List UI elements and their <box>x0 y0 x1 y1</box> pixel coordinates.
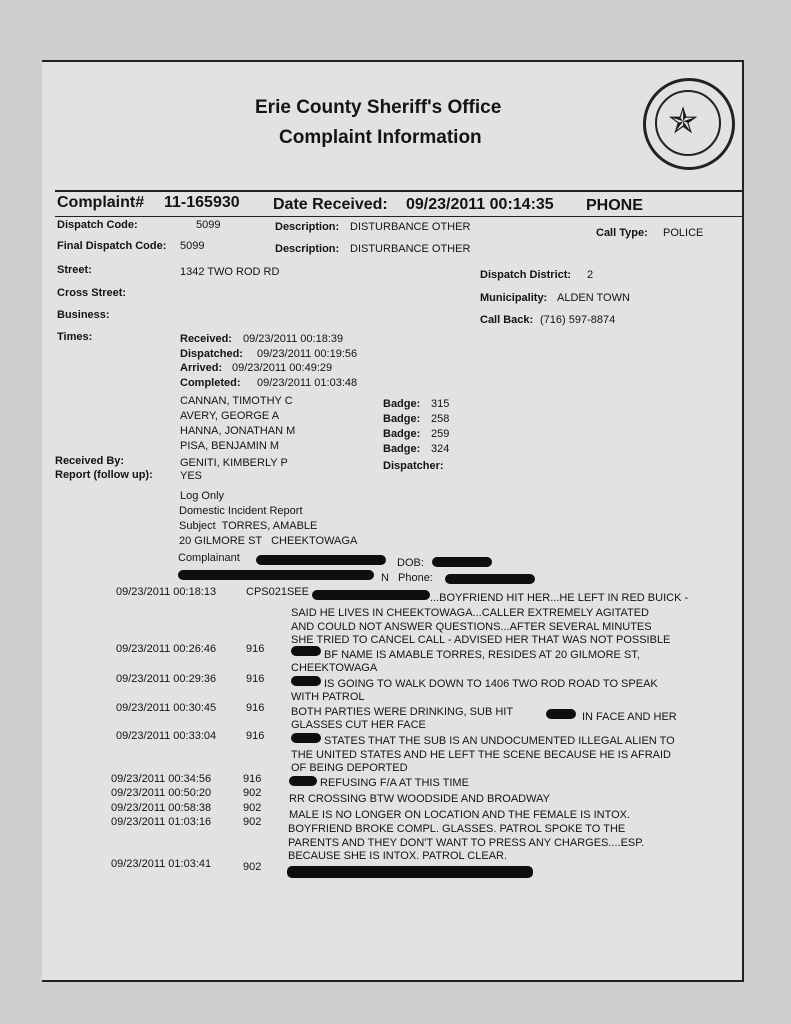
call-back-label: Call Back: <box>480 314 534 326</box>
redaction-bar <box>445 574 535 584</box>
street: 1342 TWO ROD RD <box>180 266 280 278</box>
log-text-line: BF NAME IS AMABLE TORRES, RESIDES AT 20 GILMORE ST, <box>324 649 640 661</box>
log-only-note: Log Only <box>180 490 225 502</box>
complaint-number: 11-165930 <box>164 194 240 211</box>
badge-number: 324 <box>431 443 450 455</box>
final-dispatch-code: 5099 <box>180 240 205 252</box>
officer-name: CANNAN, TIMOTHY C <box>180 395 293 407</box>
business-label: Business: <box>57 309 110 321</box>
log-time: 09/23/2011 00:26:46 <box>116 643 217 655</box>
log-text-line: REFUSING F/A AT THIS TIME <box>320 777 469 789</box>
page-title: Erie County Sheriff's Office <box>255 97 502 118</box>
description-label: Description: <box>275 221 340 233</box>
redaction-bar <box>432 557 492 567</box>
log-text-line: THE UNITED STATES AND HE LEFT THE SCENE BECAUSE HE IS AFRAID <box>291 749 671 761</box>
log-text-line: CHEEKTOWAGA <box>291 662 378 674</box>
dispatcher-label: Dispatcher: <box>383 460 444 472</box>
dispatched-label: Dispatched: <box>180 348 243 360</box>
log-time: 09/23/2011 01:03:16 <box>111 816 212 828</box>
redaction-bar <box>291 676 321 686</box>
redaction-bar <box>287 866 533 878</box>
call-back: (716) 597-8874 <box>540 314 616 326</box>
log-text-line: OF BEING DEPORTED <box>291 762 408 774</box>
completed-time: 09/23/2011 01:03:48 <box>257 377 358 389</box>
subject-address: 20 GILMORE ST CHEEKTOWAGA <box>179 535 358 547</box>
log-text-line: BECAUSE SHE IS INTOX. PATROL CLEAR. <box>288 850 508 862</box>
log-time: 09/23/2011 00:34:56 <box>111 773 212 785</box>
completed-label: Completed: <box>180 377 241 389</box>
badge-number: 259 <box>431 428 450 440</box>
log-text-line: BOYFRIEND BROKE COMPL. GLASSES. PATROL SPOKE TO THE <box>288 823 626 835</box>
redaction-bar <box>289 776 317 786</box>
times-label: Times: <box>57 331 93 343</box>
redaction-bar <box>546 709 576 719</box>
dob-label: DOB: <box>397 557 424 569</box>
log-unit: 916 <box>246 643 265 655</box>
badge-number: 258 <box>431 413 450 425</box>
received-by-label: Received By: <box>55 455 125 467</box>
final-description-label: Description: <box>275 243 340 255</box>
complaint-divider <box>55 216 742 217</box>
arrived-label: Arrived: <box>180 362 223 374</box>
dispatch-district-label: Dispatch District: <box>480 269 572 281</box>
log-text-line: GLASSES CUT HER FACE <box>291 719 426 731</box>
log-unit: 916 <box>246 702 265 714</box>
date-received-value: 09/23/2011 00:14:35 <box>406 196 554 213</box>
redaction-bar <box>291 733 321 743</box>
final-description: DISTURBANCE OTHER <box>350 243 471 255</box>
badge-number: 315 <box>431 398 450 410</box>
log-unit: CPS021SEE <box>246 586 309 598</box>
log-unit: 916 <box>246 673 265 685</box>
officer-name: PISA, BENJAMIN M <box>180 440 280 452</box>
log-unit: 902 <box>243 861 262 873</box>
domestic-incident-note: Domestic Incident Report <box>179 505 303 517</box>
log-text-line: WITH PATROL <box>291 691 365 703</box>
complainant-label: Complainant <box>178 552 240 564</box>
log-time: 09/23/2011 01:03:41 <box>111 858 212 870</box>
sheriff-seal-icon <box>643 78 735 170</box>
cross-street-label: Cross Street: <box>57 287 127 299</box>
log-text-line: BOTH PARTIES WERE DRINKING, SUB HIT <box>291 706 514 718</box>
dispatch-code-label: Dispatch Code: <box>57 219 138 231</box>
complaint-source: PHONE <box>586 197 643 214</box>
officer-name: AVERY, GEORGE A <box>180 410 280 422</box>
description: DISTURBANCE OTHER <box>350 221 471 233</box>
log-unit: 902 <box>243 802 262 814</box>
badge-label: Badge: <box>383 398 421 410</box>
log-text-line: IS GOING TO WALK DOWN TO 1406 TWO ROD ROAD TO SPEAK <box>324 678 658 690</box>
badge-label: Badge: <box>383 443 421 455</box>
report-follow-up-value: YES <box>180 470 203 482</box>
redaction-bar <box>178 570 374 580</box>
municipality: ALDEN TOWN <box>557 292 630 304</box>
officer-name: HANNA, JONATHAN M <box>180 425 296 437</box>
log-unit: 902 <box>243 816 262 828</box>
star-icon: ✯ <box>668 100 699 141</box>
log-time: 09/23/2011 00:33:04 <box>116 730 217 742</box>
final-dispatch-code-label: Final Dispatch Code: <box>57 240 167 252</box>
address-tail-letter: N <box>381 572 389 584</box>
log-text-line: MALE IS NO LONGER ON LOCATION AND THE FEMALE IS INTOX. <box>289 809 631 821</box>
log-text-line: PARENTS AND THEY DON'T WANT TO PRESS ANY CHARGES....ESP. <box>288 837 645 849</box>
complaint-number-label: Complaint# <box>57 194 145 211</box>
dispatched-time: 09/23/2011 00:19:56 <box>257 348 358 360</box>
log-text-line: STATES THAT THE SUB IS AN UNDOCUMENTED ILLEGAL ALIEN TO <box>324 735 675 747</box>
phone-label: Phone: <box>398 572 433 584</box>
arrived-time: 09/23/2011 00:49:29 <box>232 362 333 374</box>
received-label: Received: <box>180 333 232 345</box>
received-time: 09/23/2011 00:18:39 <box>243 333 344 345</box>
page-subtitle: Complaint Information <box>279 127 482 148</box>
dispatch-code: 5099 <box>196 219 221 231</box>
log-text-line: SHE TRIED TO CANCEL CALL - ADVISED HER THAT WAS NOT POSSIBLE <box>291 634 671 646</box>
report-follow-up-label: Report (follow up): <box>55 469 153 481</box>
header-divider <box>55 190 742 192</box>
redaction-bar <box>291 646 321 656</box>
street-label: Street: <box>57 264 92 276</box>
call-type: POLICE <box>663 227 704 239</box>
log-time: 09/23/2011 00:30:45 <box>116 702 217 714</box>
log-time: 09/23/2011 00:29:36 <box>116 673 217 685</box>
log-text-line: ...BOYFRIEND HIT HER...HE LEFT IN RED BUICK - <box>430 592 689 604</box>
date-received-label: Date Received: <box>273 196 388 213</box>
log-unit: 902 <box>243 787 262 799</box>
log-time: 09/23/2011 00:58:38 <box>111 802 212 814</box>
log-text-line: AND COULD NOT ANSWER QUESTIONS...AFTER SEVERAL MINUTES <box>291 621 652 633</box>
log-unit: 916 <box>243 773 262 785</box>
received-by-name: GENITI, KIMBERLY P <box>180 457 288 469</box>
log-unit: 916 <box>246 730 265 742</box>
redaction-bar <box>256 555 386 565</box>
dispatch-district: 2 <box>587 269 594 281</box>
log-time: 09/23/2011 00:18:13 <box>116 586 217 598</box>
log-text-line: SAID HE LIVES IN CHEEKTOWAGA...CALLER EXTREMELY AGITATED <box>291 607 649 619</box>
municipality-label: Municipality: <box>480 292 548 304</box>
call-type-label: Call Type: <box>596 227 648 239</box>
log-text-line: IN FACE AND HER <box>582 711 677 723</box>
badge-label: Badge: <box>383 428 421 440</box>
log-text-line: RR CROSSING BTW WOODSIDE AND BROADWAY <box>289 793 550 805</box>
log-time: 09/23/2011 00:50:20 <box>111 787 212 799</box>
badge-label: Badge: <box>383 413 421 425</box>
redaction-bar <box>312 590 430 600</box>
subject-note: Subject TORRES, AMABLE <box>179 520 318 532</box>
